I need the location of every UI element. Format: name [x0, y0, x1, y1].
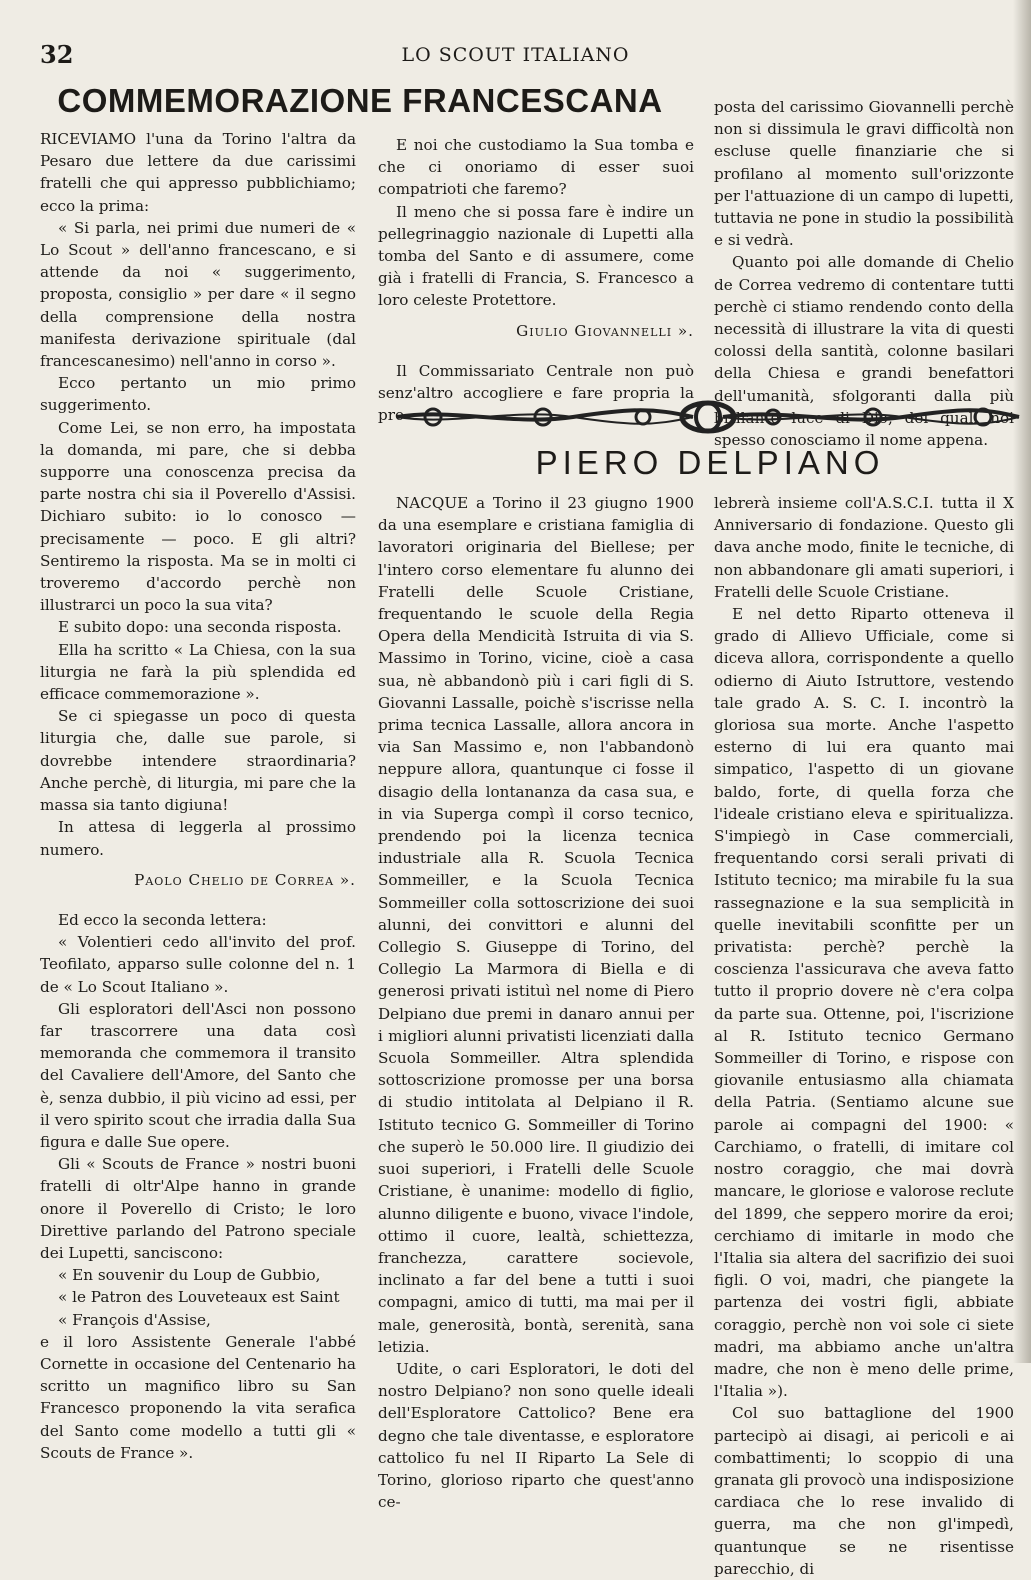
paragraph: Quanto poi alle domande di Chelio de Correa vedremo di contentare tutti perchè ci stiamo rendendo conto della necessità di illustrare la vita di questi colossi della santità, colonne basilari della Chiesa e grandi benefattori dell'umanità, sfolgoranti dalla più brillante luce di Dio, dei quali noi spesso conosciamo il nome appena.: [714, 253, 1014, 450]
article-title-commemorazione: COMMEMORAZIONE FRANCESCANA: [57, 82, 663, 119]
paragraph: lebrerà insieme coll'A.S.C.I. tutta il X Anniversario di fondazione. Questo gli dava anche modo, finite le tecniche, di non abbandonare gli amati superiori, i Fratelli delle Scuole Cristiane.: [714, 494, 1014, 601]
paragraph: E noi che custodiamo la Sua tomba e che ci onoriamo di esser suoi compatrioti che faremo?: [378, 136, 694, 199]
paragraph: E subito dopo: una seconda risposta.: [58, 618, 342, 637]
paragraph: Come Lei, se non erro, ha impostata la domanda, mi pare, che si debba supporre una conoscenza precisa da parte nostra chi sia il Poverello d'Assisi. Dichiaro subito: io lo conosco — precisamente — poco. E gli altri? Sentiremo la risposta. Ma se in molti ci troveremo d'accordo perchè non illustrarci un poco la sua vita?: [40, 418, 356, 615]
paragraph: Ed ecco la seconda lettera:: [58, 910, 267, 929]
paragraph: Col suo battaglione del 1900 partecipò ai disagi, ai pericoli e ai combattimenti; lo scoppio di una granata gli provocò una indisposizione cardiaca che lo rese invalido di guerra, ma che non gl'impedì, quantunque se ne risentisse parecchio, di: [714, 1404, 1014, 1578]
article1-column-3: [714, 96, 1014, 451]
paragraph: « Si parla, nei primi due numeri de « Lo Scout » dell'anno francescano, e si attende da noi « suggerimento, proposta, consiglio » per dare « il segno della comprensione della nostra manifesta derivazione spirituale (dal francescanesimo) nell'anno in corso ».: [40, 218, 356, 371]
paragraph: E nel detto Riparto otteneva il grado di Allievo Ufficiale, come si diceva allora, corrispondente a quello odierno di Aiuto Istruttore, vestendo tale grado A. S. C. I. incontrò la gloriosa sua morte. Anche l'aspetto esterno di lui era quanto mai simpatico, l'aspetto di un giovane baldo, forte, di quella forza che l'ideale cristiano eleva e spiritualizza. S'impiegò in Case commerciali, frequentando corsi serali privati di Istituto tecnico; ma mirabile fu la sua rassegnazione e la sua semplicità in quelle inevitabili sconfitte per un privatista: perchè? perchè la coscienza l'assicurava che aveva fatto tutto il proprio dovere nè c'era colpa da parte sua. Ottenne, poi, l'iscrizione al R. Istituto tecnico Germano Sommeiller di Torino, e rispose con giovanile entusiasmo alla chiamata della Patria. (Sentiamo alcune sue parole ai compagni del 1900: « Carchiamo, o fratelli, di imitare col nostro coraggio, che mai dovrà mancare, le gloriose e valorose reclute del 1899, che seppero morire da eroi; cerchiamo di imitarle in modo che l'Italia sia altera del sacrifizio dei suoi figli. O voi, madri, che piangete la partenza dei vostri figli, abbiate coraggio, perchè non voi sole ci siete madri, ma abbiamo anche un'altra madre, che non è meno delle prime, l'Italia »).: [714, 605, 1014, 1401]
article1-column-2: [378, 134, 694, 426]
article2-column-1: [378, 492, 694, 1513]
paragraph: Udite, o cari Esploratori, le doti del nostro Delpiano? non sono quelle ideali dell'Esploratore Cattolico? Bene era degno che tale diventasse, e esploratore cattolico fu nel II Riparto La Sele di Torino, glorioso riparto che quest'anno ce-: [378, 1359, 694, 1512]
paragraph: e il loro Assistente Generale l'abbé Cornette in occasione del Centenario ha scritto un magnifico libro su San Francesco proponendo la vita serafica del Santo come modello a tutti gli « Scouts de France ».: [40, 1332, 356, 1462]
paragraph: Gli « Scouts de France » nostri buoni fratelli di oltr'Alpe hanno in grande onore il Poverello di Cristo; le loro Direttive parlando del Patrono speciale dei Lupetti, sanciscono:: [40, 1155, 356, 1262]
signature: Paolo Chelio de Correa ».: [134, 870, 356, 889]
running-title: LO SCOUT ITALIANO: [401, 44, 630, 66]
paragraph: Ecco pertanto un mio primo suggerimento.: [40, 374, 356, 415]
paragraph: In attesa di leggerla al prossimo numero.: [40, 818, 356, 859]
article2-column-2: [714, 492, 1014, 1580]
signature: Giulio Giovannelli ».: [516, 321, 694, 340]
paragraph: Se ci spiegasse un poco di questa liturgia che, dalle sue parole, si dovrebbe intendere straordinaria? Anche perchè, di liturgia, mi pare che la massa sia tanto digiuna!: [40, 707, 356, 815]
article1-column-1: [40, 128, 356, 1464]
quote-line: « François d'Assise,: [58, 1310, 211, 1329]
paragraph: NACQUE a Torino il 23 giugno 1900 da una esemplare e cristiana famiglia di lavoratori originaria del Biellese; per l'intero corso elementare fu alunno dei Fratelli delle Scuole Cristiane, frequentando le scuole della Regia Opera della Mendicità Istruita di via S. Massimo in Torino, vicine, cioè a casa sua, nè abbandonò più i cari figli di S. Giovanni Lassalle, poichè s'iscrisse nella prima tecnica Lassalle, allora ancora in via San Massimo e, non l'abbandonò neppure allora, quantunque ci fosse il disagio della lontananza da casa sua, e in via Superga compì il corso tecnico, prendendo poi la licenza tecnica industriale alla R. Scuola Tecnica Sommeiller, e la Scuola Tecnica Sommeiller colla sottoscrizione dei suoi alunni, dei convittori e alunni del Collegio S. Giuseppe di Torino, del Collegio La Marmora di Biella e di generosi privati istituì nel nome di Piero Delpiano due premi in danaro annui per i migliori alunni privatisti licenziati dalla Scuola Sommeiller. Altra splendida sottoscrizione promosse per una borsa di studio intitolata al Delpiano il R. Istituto tecnico G. Sommeiller di Torino che superò le 50.000 lire. Il giudizio dei suoi superiori, i Fratelli delle Scuole Cristiane, è unanime: modello di figlio, alunno diligente e buono, vivace l'indole, ottimo il cuore, lealtà, schiettezza, franchezza, carattere socievole, inclinato a far del bene a tutti i suoi compagni, amico di tutti, ma mai per il male, generosità, bontà, serenità, sana letizia.: [378, 494, 694, 1356]
paragraph: « Volentieri cedo all'invito del prof. Teofilato, apparso sulle colonne del n. 1 de « Lo Scout Italiano ».: [40, 933, 356, 996]
quote-line: « En souvenir du Loup de Gubbio,: [58, 1266, 321, 1285]
page-number: 32: [40, 40, 74, 69]
paragraph: Gli esploratori dell'Asci non possono far trascorrere una data così memoranda che commemora il transito del Cavaliere dell'Amore, del Santo che è, senza dubbio, il più vicino ad essi, per il vero spirito scout che irradia dalla Sua figura e dalle Sue opere.: [40, 999, 356, 1151]
article-title-delpiano: PIERO DELPIANO: [535, 444, 885, 481]
quote-line: « le Patron des Louveteaux est Saint: [58, 1288, 340, 1307]
paragraph: posta del carissimo Giovannelli perchè non si dissimula le gravi difficoltà non escluse quelle finanziarie che si profilano al momento sull'orizzonte per l'attuazione di un campo di lupetti, tuttavia ne pone in studio la possibilità e si vedrà.: [714, 98, 1014, 250]
paragraph: Ella ha scritto « La Chiesa, con la sua liturgia ne farà la più splendida ed efficace commemorazione ».: [40, 640, 356, 704]
paragraph: Il meno che si possa fare è indire un pellegrinaggio nazionale di Lupetti alla tomba del Santo e di assumere, come già i fratelli di Francia, S. Francesco a loro celeste Protettore.: [378, 202, 694, 310]
page-edge-shadow: [1013, 0, 1031, 1363]
paragraph: RICEVIAMO l'una da Torino l'altra da Pesaro due lettere da due carissimi fratelli che qui appresso pubblichiamo; ecco la prima:: [40, 130, 356, 215]
paragraph: Il Commissariato Centrale non può senz'altro accogliere e fare propria la pro-: [378, 361, 694, 425]
rope-knot-divider: [393, 400, 1023, 434]
